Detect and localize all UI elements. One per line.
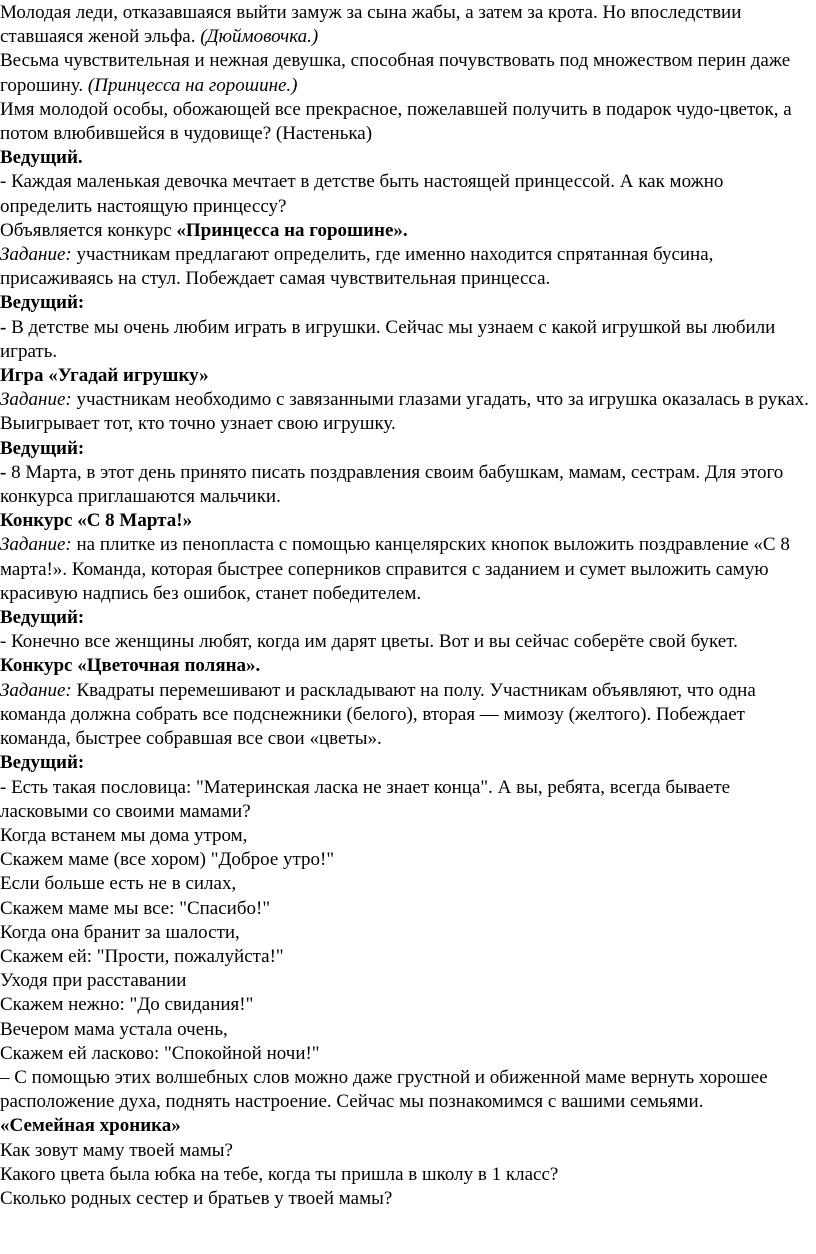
paragraph-riddle-1 <box>0 1 816 49</box>
contest-title: Конкурс «Цветочная поляна». <box>0 655 261 677</box>
paragraph-riddle-3 <box>0 98 816 146</box>
dash: - <box>0 316 7 338</box>
riddle-text: Весьма чувствительная и нежная девушка, способная почувствовать под множеством перин даже горошину. <box>0 50 791 96</box>
host-heading: Ведущий: <box>0 607 85 629</box>
poem-line: Когда встанем мы дома утром, <box>0 824 248 846</box>
riddle-answer: (Принцесса на горошине.) <box>87 74 298 96</box>
host-heading: Ведущий: <box>0 437 85 459</box>
task-label: Задание: <box>0 244 72 266</box>
question-list <box>0 1139 816 1212</box>
task-paragraph <box>0 243 816 291</box>
question-item: Как зовут маму твоей мамы? <box>0 1139 233 1161</box>
contest-title: Конкурс «С 8 Марта!» <box>0 510 193 532</box>
poem <box>0 824 816 1066</box>
host-speech <box>0 461 816 509</box>
host-speech: - Есть такая пословица: "Материнская ласка не знает конца". А вы, ребята, всегда бываете ласковыми со своими мамами? <box>0 776 731 822</box>
poem-line: Уходя при расставании <box>0 970 187 992</box>
task-label: Задание: <box>0 679 72 701</box>
poem-line: Скажем ей ласково: "Спокойной ночи!" <box>0 1042 320 1064</box>
host-speech <box>0 316 816 364</box>
host-heading: Ведущий: <box>0 292 85 314</box>
task-text: участникам предлагают определить, где именно находится спрятанная бусина, присаживаясь на стул. Побеждает самая чувствительная принцесса. <box>0 244 714 290</box>
poem-line: Скажем нежно: "До свидания!" <box>0 994 254 1016</box>
host-speech: - Каждая маленькая девочка мечтает в детстве быть настоящей принцессой. А как можно определить настоящую принцессу? <box>0 171 724 217</box>
contest-title: «Принцесса на горошине». <box>176 219 408 241</box>
host-heading: Ведущий: <box>0 752 85 774</box>
speech-text: В детстве мы очень любим играть в игрушки. Сейчас мы узнаем с какой игрушкой вы любили играть. <box>0 316 776 362</box>
speech-text: 8 Марта, в этот день принято писать поздравления своим бабушкам, мамам, сестрам. Для этого конкурса приглашаются мальчики. <box>0 461 784 508</box>
riddle-text: Молодая леди, отказавшаяся выйти замуж за сына жабы, а затем за крота. Но впоследствии ставшаяся женой эльфа. <box>0 2 742 48</box>
question-item: Какого цвета была юбка на тебе, когда ты пришла в школу в 1 класс? <box>0 1163 559 1185</box>
host-speech: – С помощью этих волшебных слов можно даже грустной и обиженной маме вернуть хорошее расположение духа, поднять настроение. Сейчас мы познакомимся с вашими семьями. <box>0 1066 768 1113</box>
dash: - <box>0 461 7 483</box>
announcement-text: Объявляется конкурс <box>0 219 177 241</box>
task-text: участникам необходимо с завязанными глазами угадать, что за игрушка оказалась в руках. Выигрывает тот, кто точно узнает свою игрушку. <box>0 389 809 435</box>
contest-announcement <box>0 219 816 243</box>
task-label: Задание: <box>0 389 72 411</box>
task-paragraph <box>0 533 816 606</box>
poem-line: Скажем маме мы все: "Спасибо!" <box>0 897 271 919</box>
host-speech: - Конечно все женщины любят, когда им дарят цветы. Вот и вы сейчас соберёте свой букет. <box>0 631 738 653</box>
host-heading: Ведущий. <box>0 147 83 169</box>
question-item: Сколько родных сестер и братьев у твоей мамы? <box>0 1187 393 1209</box>
poem-line: Скажем ей: "Прости, пожалуйста!" <box>0 945 284 967</box>
poem-line: Когда она бранит за шалости, <box>0 921 240 943</box>
poem-line: Скажем маме (все хором) "Доброе утро!" <box>0 849 335 871</box>
task-label: Задание: <box>0 534 72 556</box>
task-paragraph <box>0 679 816 752</box>
riddle-answer: (Дюймовочка.) <box>200 26 319 48</box>
task-text: Квадраты перемешивают и раскладывают на полу. Участникам объявляют, что одна команда должна собрать все подснежники (белого), вторая — мимозу (желтого). Побеждает команда, быстрее собравшая все свои «цветы». <box>0 679 756 750</box>
riddle-text: Имя молодой особы, обожающей все прекрасное, пожелавшей получить в подарок чудо-цветок, а потом влюбившейся в чудовище? (Настенька) <box>0 98 792 145</box>
poem-line: Вечером мама устала очень, <box>0 1018 228 1040</box>
game-title: Игра «Угадай игрушку» <box>0 365 209 387</box>
task-text: на плитке из пенопласта с помощью канцелярских кнопок выложить поздравление «С 8 марта!». Команда, которая быстрее соперников справится с заданием и сумет выложить самую красивую надпись без ошибок, станет победителем. <box>0 534 790 604</box>
contest-title: «Семейная хроника» <box>0 1115 181 1137</box>
poem-line: Если больше есть не в силах, <box>0 873 237 895</box>
task-paragraph <box>0 388 816 436</box>
paragraph-riddle-2 <box>0 49 816 97</box>
